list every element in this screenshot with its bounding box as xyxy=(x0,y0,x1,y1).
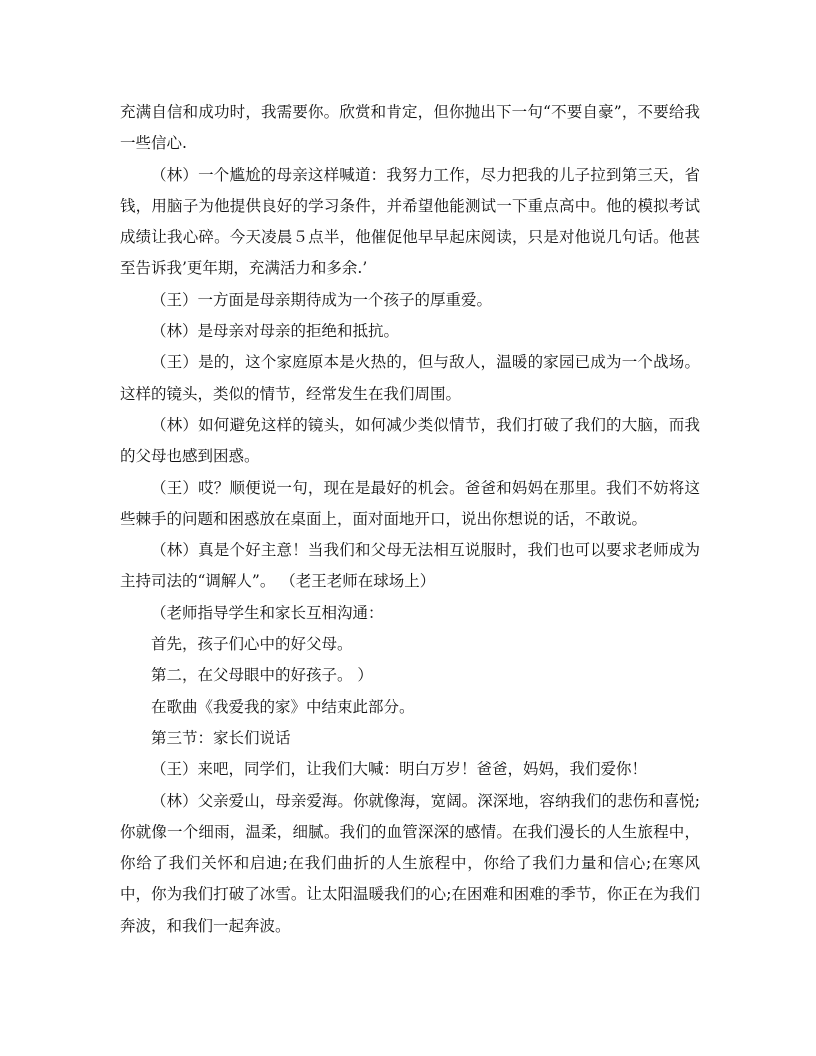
paragraph: 充满自信和成功时，我需要你。欣赏和肯定，但你抛出下一句“不要自豪”，不要给我一些信心. xyxy=(120,103,700,153)
paragraph: 首先，孩子们心中的好父母。 xyxy=(151,635,353,654)
paragraph: （老师指导学生和家长互相沟通： xyxy=(151,603,384,622)
paragraph: （王）来吧，同学们，让我们大喊：明白万岁！爸爸，妈妈，我们爱你！ xyxy=(151,760,648,779)
document-body xyxy=(120,97,700,942)
section-heading: 第三节：家长们说话 xyxy=(151,728,291,747)
paragraph: （林）一个尴尬的母亲这样喊道：我努力工作，尽力把我的儿子拉到第三天，省钱，用脑子为他提供良好的学习条件，并希望他能测试一下重点高中。他的模拟考试成绩让我心碎。今天凌晨５点半，他催促他早早起床阅读，只是对他说几句话。他甚至告诉我’更年期，充满活力和多余.’ xyxy=(120,165,700,278)
paragraph: 在歌曲《我爱我的家》中结束此部分。 xyxy=(151,697,415,716)
paragraph: （林）是母亲对母亲的拒绝和抵抗。 xyxy=(151,322,400,341)
paragraph: （林）真是个好主意！当我们和父母无法相互说服时，我们也可以要求老师成为主持司法的“调解人”。 （老王老师在球场上） xyxy=(120,541,700,591)
paragraph: （王）是的，这个家庭原本是火热的，但与敌人，温暖的家园已成为一个战场。这样的镜头，类似的情节，经常发生在我们周围。 xyxy=(120,353,700,403)
paragraph: （林）如何避免这样的镜头，如何减少类似情节，我们打破了我们的大脑，而我的父母也感到困惑。 xyxy=(120,415,700,466)
paragraph: （林）父亲爱山，母亲爱海。你就像海，宽阔。深深地，容纳我们的悲伤和喜悦;你就像一个细雨，温柔，细腻。我们的血管深深的感情。在我们漫长的人生旅程中，你给了我们关怀和启迪;在我们曲折的人生旅程中，你给了我们力量和信心;在寒风中，你为我们打破了冰雪。让太阳温暖我们的心;在困难和困难的季节，你正在为我们奔波，和我们一起奔波。 xyxy=(120,791,700,935)
paragraph: （王）哎？顺便说一句，现在是最好的机会。爸爸和妈妈在那里。我们不妨将这些棘手的问题和困惑放在桌面上，面对面地开口，说出你想说的话，不敢说。 xyxy=(120,478,700,528)
paragraph: （王）一方面是母亲期待成为一个孩子的厚重爱。 xyxy=(151,290,493,309)
paragraph: 第二，在父母眼中的好孩子。 ） xyxy=(151,666,373,685)
